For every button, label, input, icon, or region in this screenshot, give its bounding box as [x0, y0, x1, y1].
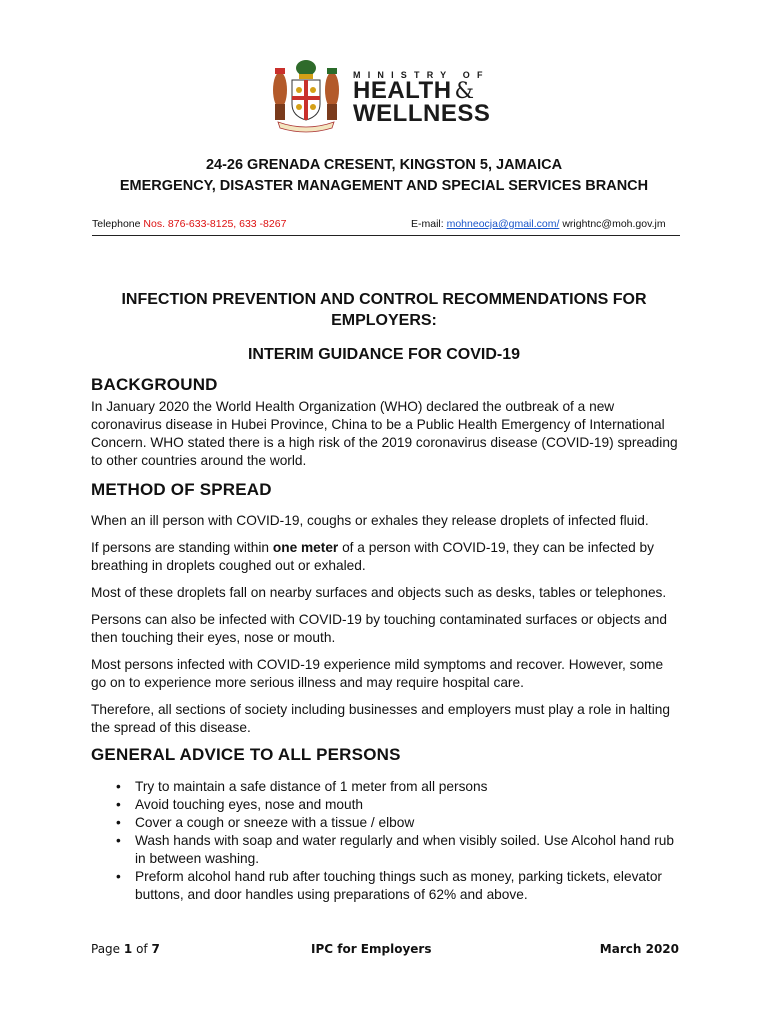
spread-p2-after: of a person with COVID-19, they can be infected by breathing in droplets coughed out or exhaled.	[91, 540, 655, 573]
footer-date: March 2020	[599, 942, 679, 956]
list-item-text: Avoid touching eyes, nose and mouth	[135, 797, 364, 812]
list-item-text: Try to maintain a safe distance of 1 meter from all persons	[135, 779, 488, 794]
email-other: wrightnc@moh.gov.jm	[562, 218, 666, 230]
spread-paragraph-6: Therefore, all sections of society including businesses and employers must play a role in halting the spread of this disease.	[91, 702, 670, 735]
spread-paragraph-4: Persons can also be infected with COVID-19 by touching contaminated surfaces or objects and then touching their eyes, nose or mouth.	[91, 612, 667, 645]
bullet-icon: •	[116, 833, 121, 848]
page-total: 7	[151, 942, 160, 956]
ministry-of-label: MINISTRY OF	[353, 70, 490, 80]
bullet-icon: •	[116, 797, 121, 812]
spread-paragraph-3: Most of these droplets fall on nearby surfaces and objects such as desks, tables or telephones.	[91, 585, 667, 600]
list-item-text: Cover a cough or sneeze with a tissue / elbow	[135, 815, 415, 830]
advice-heading: GENERAL ADVICE TO ALL PERSONS	[91, 745, 401, 764]
email	[411, 218, 666, 230]
page-number	[91, 942, 160, 956]
ministry-wordmark	[353, 70, 490, 125]
header-divider	[92, 235, 680, 236]
bullet-icon: •	[116, 779, 121, 794]
document-title: INFECTION PREVENTION AND CONTROL RECOMMENDATIONS FOR EMPLOYERS:	[121, 291, 647, 329]
coat-of-arms-icon	[266, 54, 346, 134]
list-item-text: Wash hands with soap and water regularly and when visibly soiled. Use Alcohol hand rub in between washing.	[135, 833, 674, 866]
spread-paragraph-1: When an ill person with COVID-19, coughs or exhales they release droplets of infected fluid.	[91, 513, 649, 528]
bullet-icon: •	[116, 869, 121, 884]
spread-paragraph-5: Most persons infected with COVID-19 experience mild symptoms and recover. However, some go on to experience more serious illness and may require hospital care.	[91, 657, 664, 690]
list-item	[91, 832, 681, 868]
address-line-2: EMERGENCY, DISASTER MANAGEMENT AND SPECIAL SERVICES BRANCH	[119, 178, 649, 194]
list-item	[91, 796, 681, 814]
telephone-numbers: Nos. 876-633-8125, 633 -8267	[143, 218, 287, 230]
page-label: Page	[91, 942, 121, 956]
document-subtitle: INTERIM GUIDANCE FOR COVID-19	[247, 346, 520, 363]
health-word: HEALTH	[353, 77, 452, 104]
list-item	[91, 868, 681, 904]
page-of: of	[136, 942, 148, 956]
list-item	[91, 814, 681, 832]
background-text: In January 2020 the World Health Organization (WHO) declared the outbreak of a new coronavirus disease in Hubei Province, China to be a Public Health Emergency of International Concern. WHO stated there is a high risk of the 2019 coronavirus disease (COVID-19) spreading to other countries around the world.	[91, 399, 678, 468]
telephone-label: Telephone	[92, 218, 141, 230]
footer-title: IPC for Employers	[311, 942, 432, 956]
background-heading: BACKGROUND	[91, 375, 218, 394]
advice-list	[91, 778, 681, 904]
spread-paragraph-2	[91, 539, 681, 575]
address-line-1: 24-26 GRENADA CRESENT, KINGSTON 5, JAMAICA	[205, 157, 563, 173]
ministry-logo	[266, 54, 506, 134]
list-item-text: Preform alcohol hand rub after touching things such as money, parking tickets, elevator buttons, and door handles using preparations of 62% and above.	[135, 869, 662, 902]
wellness-label: WELLNESS	[353, 100, 491, 127]
email-link[interactable]: mohneocja@gmail.com/	[446, 218, 560, 230]
spread-p2-bold: one meter	[272, 540, 339, 555]
telephone	[92, 218, 286, 230]
spread-heading: METHOD OF SPREAD	[91, 480, 272, 499]
page-current: 1	[123, 942, 133, 956]
spread-p2-before: If persons are standing within	[91, 540, 273, 555]
list-item	[91, 778, 681, 796]
ampersand: &	[454, 79, 475, 104]
bullet-icon: •	[116, 815, 121, 830]
email-label: E-mail:	[411, 218, 444, 230]
